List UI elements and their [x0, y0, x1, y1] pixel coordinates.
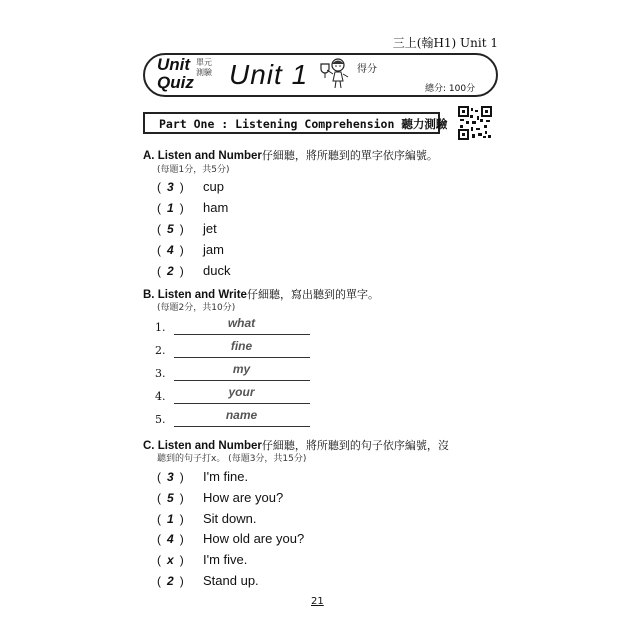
- section-b-heading: B. Listen and Write仔細聽，寫出聽到的單字。: [143, 288, 379, 301]
- total-score: 總分: 100分: [425, 84, 476, 94]
- list-item: ( x ) I'm five.: [157, 552, 248, 567]
- section-a-scoring: (每題1分，共5分): [157, 165, 230, 175]
- list-item: ( 4 ) How old are you?: [157, 531, 305, 546]
- book-reference: 三上(翰H1) Unit 1: [392, 36, 498, 50]
- write-line: 1. what: [155, 320, 310, 335]
- write-line: 4. your: [155, 389, 310, 404]
- unit-test-label: 單元 測驗: [196, 58, 212, 77]
- score-label: 得分: [357, 64, 377, 75]
- quiz-label: Quiz: [157, 73, 194, 92]
- write-line: 3. my: [155, 366, 310, 381]
- list-item: ( 2 ) duck: [157, 263, 231, 278]
- list-item: ( 4 ) jam: [157, 242, 224, 257]
- write-line: 2. fine: [155, 343, 310, 358]
- unit-title: Unit 1: [229, 59, 309, 90]
- section-a-heading: A. Listen and Number仔細聽，將所聽到的單字依序編號。: [143, 149, 438, 162]
- qr-code-icon[interactable]: [458, 106, 492, 144]
- write-line: 5. name: [155, 412, 310, 427]
- list-item: ( 1 ) Sit down.: [157, 511, 257, 526]
- section-b-scoring: (每題2分，共10分): [157, 303, 236, 313]
- list-item: ( 5 ) How are you?: [157, 490, 284, 505]
- part-one-title: Part One : Listening Comprehension 聽力測驗: [159, 117, 448, 131]
- list-item: ( 3 ) cup: [157, 179, 224, 194]
- list-item: ( 3 ) I'm fine.: [157, 469, 249, 484]
- section-c-scoring: 聽到的句子打x。 (每題3分，共15分): [157, 454, 307, 464]
- section-c-heading: C. Listen and Number仔細聽，將所聽到的句子依序編號，沒: [143, 439, 449, 452]
- mascot-trophy-icon: [318, 56, 354, 96]
- page-number: 21: [311, 596, 324, 607]
- list-item: ( 1 ) ham: [157, 200, 229, 215]
- unit-quiz-label: [157, 56, 194, 92]
- list-item: ( 5 ) jet: [157, 221, 217, 236]
- list-item: ( 2 ) Stand up.: [157, 573, 259, 588]
- unit-label: Unit: [157, 55, 191, 74]
